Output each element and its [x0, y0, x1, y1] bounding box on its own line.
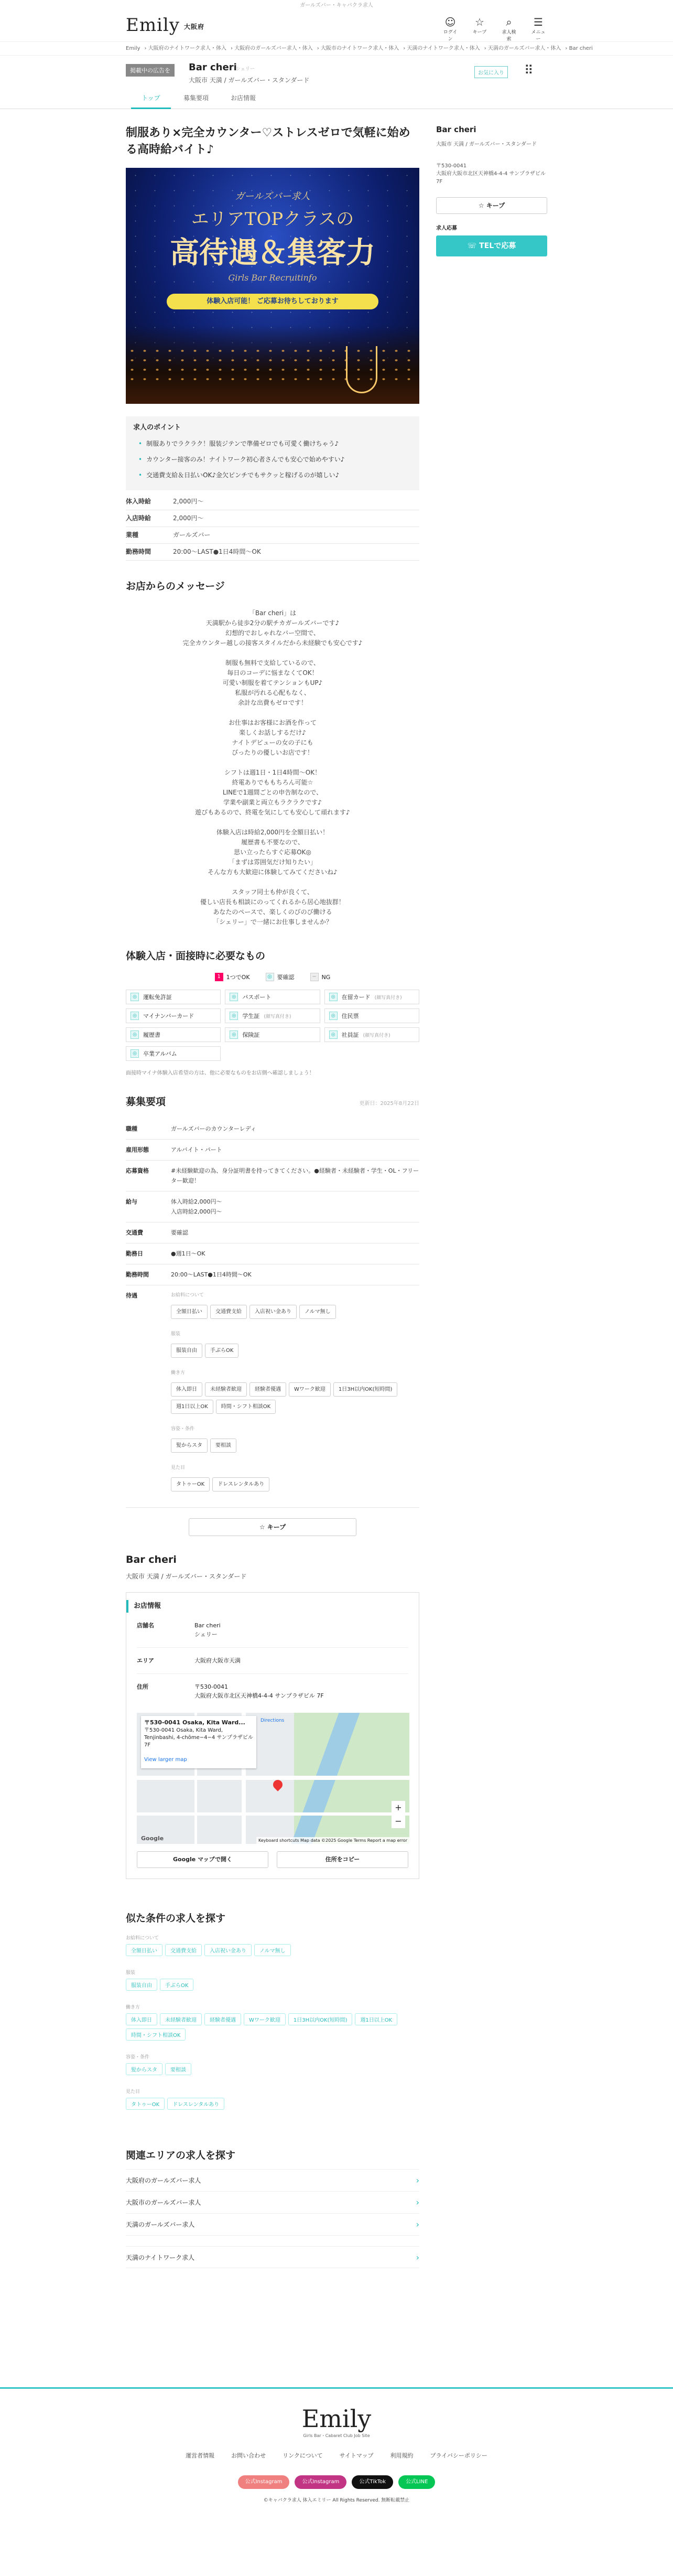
req-row: 勤務日 ●週1日〜OK: [126, 1243, 419, 1264]
chevron-right-icon: ›: [416, 2197, 419, 2207]
treat-tag: 経験者優遇: [249, 1382, 286, 1397]
req-row: 交通費 要確認: [126, 1222, 419, 1243]
tab-shop-info[interactable]: お店情報: [231, 94, 256, 102]
similar-tag[interactable]: 手ぶらOK: [160, 1979, 193, 1991]
view-larger-map-link[interactable]: View larger map: [144, 1757, 187, 1763]
treat-tag: 要相談: [210, 1439, 236, 1453]
similar-tag[interactable]: 服装自由: [126, 1979, 157, 1991]
main-content: 制服あり×完全カウンター♡ストレスゼロで気軽に始める高時給バイト♪ ガールズバー求人 エリアTOPクラスの 高待遇＆集客力 Girls Bar Recruitinfo 体験入店可能！ ご応募お待ちしております 求人のポイント • 制服ありでラクラク！服装ジテンで準備ゼロでも可愛く働けちゃう♪ • カウンター接客のみ！ナイトワーク初心者さんでも安心で始めやすい♪ • 交通費支給＆日払いOK♪金欠ピンチでもサクッと稼げるのが嬉しい♪ 体入時給 2,000円〜 入店時給 2,000円〜 業種 ガールズバー 勤務時間 20:00〜LAST●1日4時間〜OK お店からのメッセージ 「Bar cheri」は 天満駅から徒歩2分の駅チカガールズバーです♪ 幻想的でおしゃれなバー空間で、 完全カウンター越しの接客スタイルだから未経験でも安心です♪ 制服も無料で支給しているので、 毎日のコーデに悩まなくてOK！ 可愛い制服を着てテンションもUP♪ 私服が汚れる心配もなく、 余計な出費もゼロです！ お仕事はお客様にお酒を作って 楽しくお話しするだけ♪ ナイトデビューの女の子にも ぴったりの優しいお店です！ シフトは週1日・1日4時間〜OK！ 終電ありでももちろん可能☆ LINEで1週間ごとの申告制なので、 学業や副業と両立もラクラクです♪ 遊びもあるので、終電を気にしても安心して頑れます♪ 体験入店は時給2,000円を全額日払い！ 履歴書も不要なので、 思い立ったらすぐ応募OK◎ 「まずは雰囲気だけ知りたい」 そんな方も大歓迎に体験してみてくださいね♪ スタッフ同士も仲が良くて、 優しい店長も相談にのってくれるから居心地抜群！ あなたのペースで、楽しくのびのび働ける 「シェリー」で一緒にお仕事しませんか？ 体験入店・面接時に必要なもの 1 1つでOK ◎ 要確認 − NG ◎ 運転免許証 ◎ パスポート ◎ 在留カード (顔写真付き) ◎ マイナンバーカード ◎ 学生証 (顔写真付き) ◎ 住民票 ◎ 履歴書 ◎ 保険証 ◎ 社員証 (顔写真付き) ◎ 卒業アルバム 面接時マイナ体験入店希望の方は、他に必要なものをお店側へ確認しましょう！ 募集要項 更新日：2025年8月22日 職種 ガールズバーのカウンターレディ 雇用形態 アルバイト・パート 応募資格 #未経験歓迎の為、身分証明書を持ってきてください。●経験者・未経験者・学生・OL・フリーター歓迎！ 給与 体入時給2,000円〜 入店時給2,000円〜 交通費 要確認 勤務日 ●週1日〜OK 勤務時間 20:00〜LAST●1日4時間〜OK 待遇 お給料について 全額日払い 交通費支給 入店祝い金あり ノルマ無し 服装 服装自由 手ぶらOK 働き方 体入即日 未経験者歓迎 経験者優遇 Wワーク歓迎 1日3H以内OK(短時間)週1日以上OK 時間・シフト相談OK 容姿・条件 髪からスタ 要相談 見た目 タトゥーOK ドレスレンタルあり ☆ キープ Bar cheri 大阪市 天満 / ガールズバー・スタンダード お店情報 店舗名 Bar cheri シェリー エリア 大阪府大阪市天満 住所 〒530-0041 大阪府大阪市北区天神橋4-4-4 サンプラザビル 7F 〒530-0041 Osaka, Kita Ward... 〒530-0041 Osaka, Kita Ward, Tenjinbashi, 4-chōme−4−4 サンプラザビル 7F View larger map Directions + − Google Keyboard shortcuts Map data ©2025 Google Terms Report a map error Google マップで開く 住所をコピー 似た条件の求人を探す お給料について 全額日払い 交通費支給 入店祝い金あり ノルマ無し 服装 服装自由 手ぶらOK 働き方 体入即日 未経験者歓迎 経験者優遇 Wワーク歓迎 1日3H以内OK(短時間) 週1日以上OK時間・シフト相談OK 容姿・条件 髪からスタ 要相談 見た目 タトゥーOK ドレスレンタルあり 関連エリアの求人を探す 大阪府のガールズバー求人 › 大阪市のガールズバー求人 › 天満のガールズバー求人 › 天満のナイトワーク求人 ›: [126, 120, 419, 2268]
check-icon: ◎: [131, 1031, 139, 1039]
copyright: ©キャバクラ求人 体入エミリー All Rights Reserved. 無断転載禁止: [263, 2498, 410, 2503]
search-icon: ⌕: [506, 16, 512, 28]
shop-sub: 大阪市 天満 / ガールズバー・スタンダード: [189, 77, 310, 84]
info-row: 住所 〒530-0041 大阪府大阪市北区天神橋4-4-4 サンプラザビル 7F: [137, 1683, 324, 1699]
search-button[interactable]: ⌕ 求人検索: [500, 16, 518, 42]
doc-item: ◎ 社員証 (顔写真付き): [324, 1027, 419, 1042]
related-link[interactable]: 大阪府のガールズバー求人 ›: [126, 2170, 419, 2192]
chevron-right-icon: ›: [416, 2175, 419, 2185]
similar-tag[interactable]: 未経験者歓迎: [160, 2013, 202, 2025]
treat-tag: 週1日以上OK: [171, 1400, 213, 1414]
req-row: 応募資格 #未経験歓迎の為、身分証明書を持ってきてください。●経験者・未経験者・学生・OL・フリーター歓迎！: [126, 1161, 419, 1192]
similar-tag[interactable]: タトゥーOK: [126, 2098, 165, 2110]
check-icon: ◎: [329, 1031, 338, 1039]
related-link[interactable]: 天満のガールズバー求人 ›: [126, 2214, 419, 2236]
page-title: 制服あり×完全カウンター♡ストレスゼロで気軽に始める高時給バイト♪: [126, 126, 410, 156]
docs-note: 面接時マイナ体験入店希望の方は、他に必要なものをお店側へ確認しましょう！: [126, 1070, 314, 1076]
tiktok-button[interactable]: 公式TikTok: [352, 2475, 393, 2489]
summary-row: 入店時給 2,000円〜: [126, 510, 419, 527]
point-item: • 制服ありでラクラク！服装ジテンで準備ゼロでも可愛く働けちゃう♪: [133, 436, 412, 452]
topbar: ガールズバー・キャバクラ求人: [300, 3, 373, 8]
menu-icon: ☰: [534, 16, 543, 28]
hero-banner: [126, 168, 419, 404]
shop-info-box: お店情報 店舗名 Bar cheri シェリー エリア 大阪府大阪市天満 住所 〒530-0041 大阪府大阪市北区天神橋4-4-4 サンプラザビル 7F 〒530-0041 Osaka, Kita Ward... 〒530-0041 Osaka, Kita Ward, Tenjinbashi, 4-chōme−4−4 サンプラザビル 7F View larger map Directions + − Google Keyboard shortcuts Map data ©2025 Google Terms Report a map error Google マップで開く 住所をコピー: [126, 1592, 419, 1879]
ad-badge: 掲載中の広告を: [126, 64, 175, 77]
favorite-button[interactable]: お気に入り: [474, 66, 508, 78]
footer-logo-sub: Girls Bar・Cabaret Club Job Site: [303, 2433, 370, 2438]
job-points: 求人のポイント • 制服ありでラクラク！服装ジテンで準備ゼロでも可愛く働けちゃう♪ • カウンター接客のみ！ナイトワーク初心者さんでも安心で始めやすい♪ • 交通費支給＆日払いOK♪金欠ピンチでもサクッと稼げるのが嬉しい♪: [126, 416, 419, 490]
shop-name: Bar cheri: [189, 62, 237, 73]
doc-item: ◎ パスポート: [225, 990, 320, 1004]
similar-tag[interactable]: ノルマ無し: [254, 1944, 291, 1956]
doc-item: ◎ 運転免許証: [126, 990, 221, 1004]
menu-button[interactable]: ☰ メニュー: [529, 16, 547, 42]
chevron-right-icon: ›: [416, 2252, 419, 2262]
footer-link[interactable]: リンクについて: [283, 2452, 323, 2459]
info-row: 店舗名 Bar cheri シェリー: [137, 1613, 408, 1648]
docs-title: 体験入店・面接時に必要なもの: [126, 950, 266, 962]
zoom-control[interactable]: + −: [392, 1801, 405, 1828]
shop-section-sub: 大阪市 天満 / ガールズバー・スタンダード: [126, 1573, 247, 1580]
summary-row: 体入時給 2,000円〜: [126, 493, 419, 510]
similar-tag[interactable]: 週1日以上OK: [355, 2013, 397, 2025]
treat-tag: 1日3H以内OK(短時間): [333, 1382, 397, 1397]
doc-item: ◎ 卒業アルバム: [126, 1046, 221, 1061]
hero-line3: 高待遇＆集客力: [170, 235, 375, 270]
breadcrumb-item[interactable]: 大阪市のナイトワーク求人・体入: [320, 46, 399, 51]
treat-tag: ドレスレンタルあり: [212, 1477, 269, 1491]
req-row: 給与 体入時給2,000円〜 入店時給2,000円〜: [126, 1192, 419, 1222]
user-icon: ☺: [444, 16, 456, 28]
point-item: • カウンター接客のみ！ナイトワーク初心者さんでも安心で始めやすい♪: [133, 452, 412, 467]
hero-line2: エリアTOPクラスの: [191, 209, 354, 230]
related-link[interactable]: 大阪市のガールズバー求人 ›: [126, 2192, 419, 2214]
treat-tag: 髪からスタ: [171, 1439, 208, 1453]
sidebar-shop-name: Bar cheri: [436, 125, 476, 134]
check-icon: ◎: [131, 993, 139, 1001]
doc-item: ◎ 学生証 (顔写真付き): [225, 1008, 320, 1023]
summary-row: 勤務時間 20:00〜LAST●1日4時間〜OK: [126, 544, 419, 561]
req-row: 勤務時間 20:00〜LAST●1日4時間〜OK: [126, 1264, 419, 1285]
instagram-button[interactable]: 公式Instagram: [238, 2475, 290, 2489]
sidebar-address: 〒530-0041 大阪府大阪市北区天神橋4-4-4 サンプラザビル 7F: [436, 163, 546, 185]
check-icon: ◎: [230, 1031, 238, 1039]
doc-item: ◎ 住民票: [324, 1008, 419, 1023]
updated-date: 更新日：2025年8月22日: [359, 1101, 419, 1107]
line-button[interactable]: 公式LINE: [398, 2475, 435, 2489]
docs-legend: 1 1つでOK ◎ 要確認 − NG: [126, 973, 419, 981]
footer-logo[interactable]: Emily: [301, 2405, 372, 2433]
footer-link[interactable]: プライバシーポリシー: [430, 2452, 487, 2459]
similar-tag[interactable]: ドレスレンタルあり: [167, 2098, 224, 2110]
info-row: エリア 大阪府大阪市天満: [137, 1648, 408, 1674]
footer: [0, 2387, 673, 2576]
shop-bar: [0, 56, 673, 88]
shop-section-name: Bar cheri: [126, 1554, 177, 1565]
point-item: • 交通費支給＆日払いOK♪金欠ピンチでもサクッと稼げるのが嬉しい♪: [133, 467, 412, 483]
check-icon: ◎: [329, 993, 338, 1001]
treat-tag: 全額日払い: [171, 1305, 208, 1319]
map-pin-icon: [271, 1778, 284, 1791]
requirements-table: [126, 1119, 419, 1508]
sidebar: [436, 120, 547, 256]
footer-link[interactable]: サイトマップ: [339, 2452, 374, 2459]
summary-table: [126, 493, 419, 561]
tab-top[interactable]: トップ: [131, 93, 171, 109]
req-row: 職種 ガールズバーのカウンターレディ: [126, 1119, 419, 1140]
hero-pill: 体験入店可能！ ご応募お待ちしております: [167, 294, 378, 309]
tab-bar: [0, 88, 673, 109]
star-icon: ☆: [478, 202, 486, 209]
header: [0, 12, 673, 42]
treat-tag: 未経験者歓迎: [205, 1382, 247, 1397]
similar-tag[interactable]: 全額日払い: [126, 1944, 162, 1956]
treat-tag: 服装自由: [171, 1344, 202, 1358]
check-icon: ◎: [230, 993, 238, 1001]
check-icon: ◎: [131, 1012, 139, 1020]
treat-tag: 時間・シフト相談OK: [216, 1400, 276, 1414]
wine-glass-icon: [346, 346, 377, 393]
doc-item: ◎ 保険証: [225, 1027, 320, 1042]
tel-apply-button[interactable]: ☏ TELで応募: [436, 235, 547, 256]
similar-tag[interactable]: 髪からスタ: [126, 2063, 162, 2075]
doc-item: ◎ 履歴書: [126, 1027, 221, 1042]
footer-link[interactable]: お問い合わせ: [231, 2452, 266, 2459]
message-title: お店からのメッセージ: [126, 581, 225, 592]
open-google-maps-button[interactable]: Google マップで開く: [137, 1851, 268, 1868]
breadcrumb-item[interactable]: Emily: [126, 46, 140, 51]
breadcrumb-item[interactable]: 天満のガールズバー求人・体入: [487, 46, 561, 51]
grid-icon[interactable]: ⠿: [524, 63, 534, 78]
map-info-card: 〒530-0041 Osaka, Kita Ward... 〒530-0041 Osaka, Kita Ward, Tenjinbashi, 4-chōme−4−4 サンプラザビル 7F View larger map: [141, 1716, 256, 1768]
instagram-button[interactable]: 公式Instagram: [295, 2475, 346, 2489]
breadcrumb-current: Bar cheri: [569, 46, 593, 51]
treat-tag: 体入即日: [171, 1382, 202, 1397]
footer-link[interactable]: 利用規約: [390, 2452, 414, 2459]
keep-list-button[interactable]: ☆ キープ: [471, 16, 489, 42]
req-row: 雇用形態 アルバイト・パート: [126, 1140, 419, 1161]
map-embed[interactable]: [137, 1713, 409, 1844]
login-button[interactable]: ☺ ログイン: [441, 16, 459, 42]
area-label[interactable]: 大阪府: [184, 23, 205, 30]
similar-tag[interactable]: 体入即日: [126, 2013, 157, 2025]
similar-tag[interactable]: 入店祝い金あり: [204, 1944, 252, 1956]
google-logo: Google: [141, 1835, 164, 1842]
hero-line4: Girls Bar Recruitinfo: [228, 273, 317, 283]
shop-message: 「Bar cheri」は 天満駅から徒歩2分の駅チカガールズバーです♪ 幻想的でおしゃれなバー空間で、 完全カウンター越しの接客スタイルだから未経験でも安心です♪ 制服も無料で支給しているので、 毎日のコーデに悩まなくてOK！ 可愛い制服を着てテンションもUP♪ 私服が汚れる心配もなく、 余計な出費もゼロです！ お仕事はお客様にお酒を作って 楽しくお話しするだけ♪ ナイトデビューの女の子にも ぴったりの優しいお店です！ シフトは週1日・1日4時間〜OK！ 終電ありでももちろん可能☆ LINEで1週間ごとの申告制なので、 学業や副業と両立もラクラクです♪ 遊びもあるので、終電を気にしても安心して頑れます♪ 体験入店は時給2,000円を全額日払い！ 履歴書も不要なので、 思い立ったらすぐ応募OK◎ 「まずは雰囲気だけ知りたい」 そんな方も大歓迎に体験してみてくださいね♪ スタッフ同士も仲が良くて、 優しい店長も相談にのってくれるから居心地抜群！ あなたのペースで、楽しくのびのび働ける 「シェリー」で一緒にお仕事しませんか？: [182, 609, 363, 926]
breadcrumb-item[interactable]: 大阪府のガールズバー求人・体入: [234, 46, 313, 51]
hero-line1: ガールズバー求人: [235, 191, 310, 202]
copy-address-button[interactable]: 住所をコピー: [277, 1851, 408, 1868]
directions-link[interactable]: Directions: [260, 1718, 285, 1723]
req-row-treatment: 待遇 お給料について 全額日払い 交通費支給 入店祝い金あり ノルマ無し 服装 服装自由 手ぶらOK 働き方 体入即日 未経験者歓迎 経験者優遇 Wワーク歓迎 1日3H以内OK(短時間)週1日以上OK 時間・シフト相談OK 容姿・条件 髪からスタ 要相談 見た目 タトゥーOK ドレスレンタルあり: [126, 1285, 419, 1508]
star-icon: ☆: [259, 1523, 267, 1531]
related-title: 関連エリアの求人を探す: [126, 2150, 236, 2161]
check-icon: ◎: [131, 1049, 139, 1058]
site-logo[interactable]: Emily 大阪府: [126, 15, 205, 36]
treat-tag: ノルマ無し: [299, 1305, 336, 1319]
doc-item: ◎ 在留カード (顔写真付き): [324, 990, 419, 1004]
phone-icon: ☏: [467, 242, 480, 250]
keep-button[interactable]: ☆ キープ: [189, 1518, 356, 1536]
footer-link[interactable]: 運営者情報: [186, 2452, 215, 2459]
sidebar-keep-button[interactable]: ☆ キープ: [436, 197, 547, 214]
chevron-right-icon: ›: [416, 2219, 419, 2229]
related-link[interactable]: 天満のナイトワーク求人 ›: [126, 2246, 419, 2268]
check-icon: ◎: [230, 1012, 238, 1020]
shop-kana: シェリー: [236, 67, 255, 72]
treat-tag: Wワーク歓迎: [289, 1382, 331, 1397]
apply-label: 求人応募: [436, 226, 457, 231]
doc-item: ◎ マイナンバーカード: [126, 1008, 221, 1023]
tab-requirements[interactable]: 募集要項: [183, 94, 209, 102]
requirements-title: 募集要項: [126, 1096, 166, 1108]
docs-grid: [126, 990, 419, 1061]
similar-tag[interactable]: 1日3H以内OK(短時間): [288, 2013, 352, 2025]
treat-tag: 交通費支給: [210, 1305, 247, 1319]
map-footer: Keyboard shortcuts Map data ©2025 Google Terms Report a map error: [256, 1837, 409, 1844]
similar-tag[interactable]: Wワーク歓迎: [244, 2013, 286, 2025]
treat-tag: 入店祝い金あり: [249, 1305, 297, 1319]
treat-tag: 手ぶらOK: [205, 1344, 238, 1358]
similar-title: 似た条件の求人を探す: [126, 1913, 226, 1924]
sidebar-shop-sub: 大阪市 天満 / ガールズバー・スタンダード: [436, 142, 537, 147]
check-icon: ◎: [329, 1012, 338, 1020]
breadcrumb: Emily › 大阪府のナイトワーク求人・体入 › 大阪府のガールズバー求人・体入 › 大阪市のナイトワーク求人・体入 › 天満のナイトワーク求人・体入 › 天満のガールズバー求人・体入 › Bar cheri: [0, 42, 673, 56]
treat-tag: タトゥーOK: [171, 1477, 210, 1491]
similar-tag[interactable]: 経験者優遇: [204, 2013, 241, 2025]
star-icon: ☆: [475, 16, 484, 28]
similar-tag[interactable]: 交通費支給: [165, 1944, 202, 1956]
similar-tag[interactable]: 時間・シフト相談OK: [126, 2028, 186, 2041]
summary-row: 業種 ガールズバー: [126, 527, 419, 544]
similar-tag[interactable]: 要相談: [165, 2063, 191, 2075]
breadcrumb-item[interactable]: 天満のナイトワーク求人・体入: [407, 46, 480, 51]
breadcrumb-item[interactable]: 大阪府のナイトワーク求人・体入: [148, 46, 227, 51]
